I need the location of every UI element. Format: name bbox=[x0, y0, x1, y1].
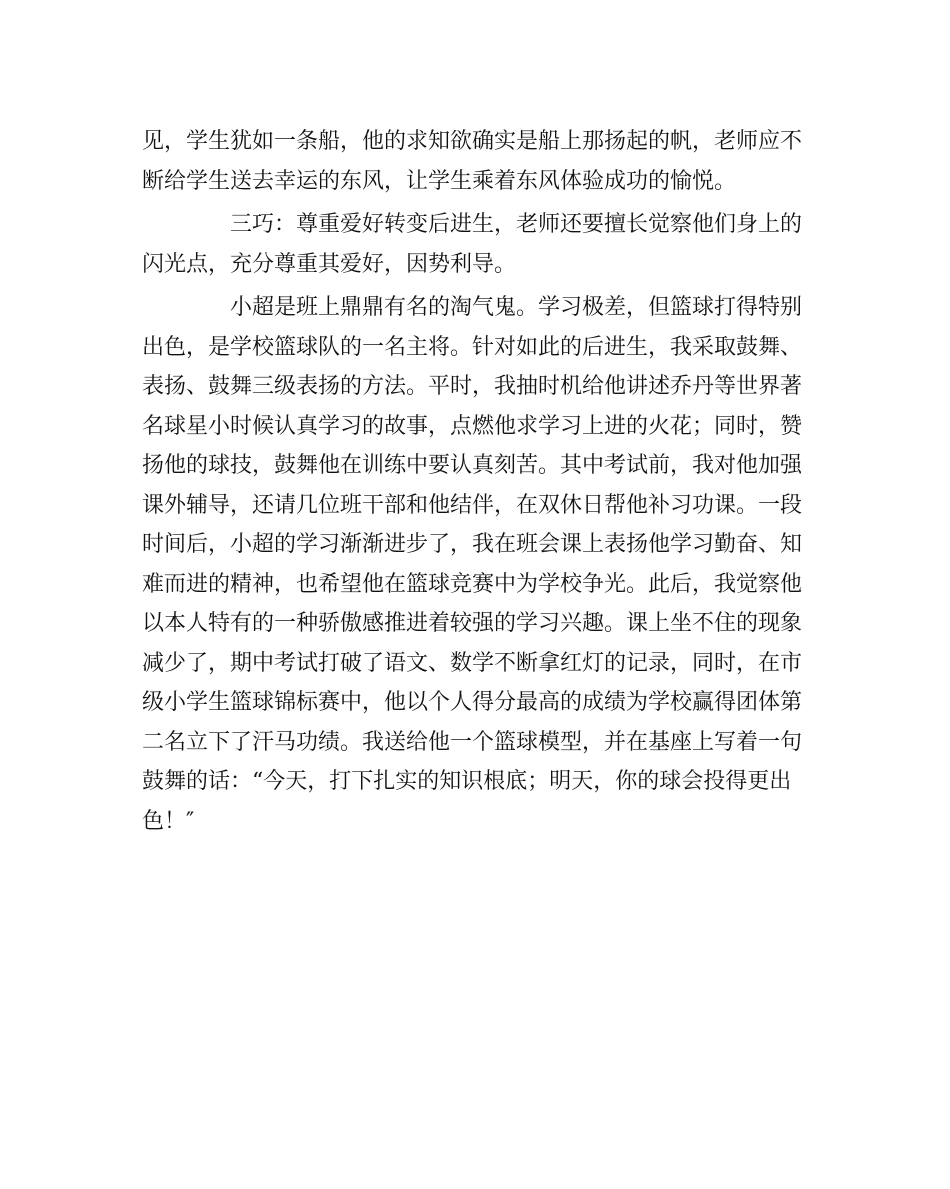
paragraph-line: 表扬、鼓舞三级表扬的方法。平时，我抽时机给他讲述乔丹等世界著 bbox=[142, 374, 803, 399]
paragraph-line: 以本人特有的一种骄傲感推进着较强的学习兴趣。课上坐不住的现象 bbox=[142, 611, 803, 636]
paragraph-line: 时间后，小超的学习渐渐进步了，我在班会课上表扬他学习勤奋、知 bbox=[142, 532, 803, 557]
paragraph-line: 难而进的精神，也希望他在篮球竞赛中为学校争光。此后，我觉察他 bbox=[142, 571, 803, 597]
paragraph-line: 小超是班上鼎鼎有名的淘气鬼。学习极差，但篮球打得特别 bbox=[230, 295, 803, 320]
paragraph-line: 二名立下了汗马功绩。我送给他一个篮球模型，并在基座上写着一句 bbox=[142, 729, 803, 755]
paragraph-line: 三巧：尊重爱好转变后进生，老师还要擅长觉察他们身上的 bbox=[230, 212, 803, 237]
document-body bbox=[142, 122, 802, 841]
paragraph-1 bbox=[142, 122, 802, 201]
paragraph-line: 色！″ bbox=[142, 808, 195, 834]
paragraph-2 bbox=[142, 205, 802, 284]
paragraph-line: 课外辅导，还请几位班干部和他结伴，在双休日帮他补习功课。一段 bbox=[142, 492, 803, 518]
paragraph-line: 名球星小时候认真学习的故事，点燃他求学习上进的火花；同时，赞 bbox=[142, 413, 803, 439]
paragraph-line: 见，学生犹如一条船，他的求知欲确实是船上那扬起的帆，老师应不 bbox=[142, 129, 803, 154]
paragraph-line: 出色，是学校篮球队的一名主将。针对如此的后进生，我采取鼓舞、 bbox=[142, 334, 803, 360]
paragraph-line: 减少了，期中考试打破了语文、数学不断拿红灯的记录，同时，在市 bbox=[142, 650, 803, 676]
paragraph-3 bbox=[142, 288, 802, 841]
paragraph-line: 级小学生篮球锦标赛中，他以个人得分最高的成绩为学校赢得团体第 bbox=[142, 690, 803, 715]
paragraph-line: 断给学生送去幸运的东风，让学生乘着东风体验成功的愉悦。 bbox=[142, 168, 737, 194]
paragraph-line: 鼓舞的话：“今天，打下扎实的知识根底；明天，你的球会投得更出 bbox=[142, 769, 792, 794]
paragraph-line: 扬他的球技，鼓舞他在训练中要认真刻苦。其中考试前，我对他加强 bbox=[142, 453, 803, 478]
paragraph-line: 闪光点，充分尊重其爱好，因势利导。 bbox=[142, 251, 517, 277]
